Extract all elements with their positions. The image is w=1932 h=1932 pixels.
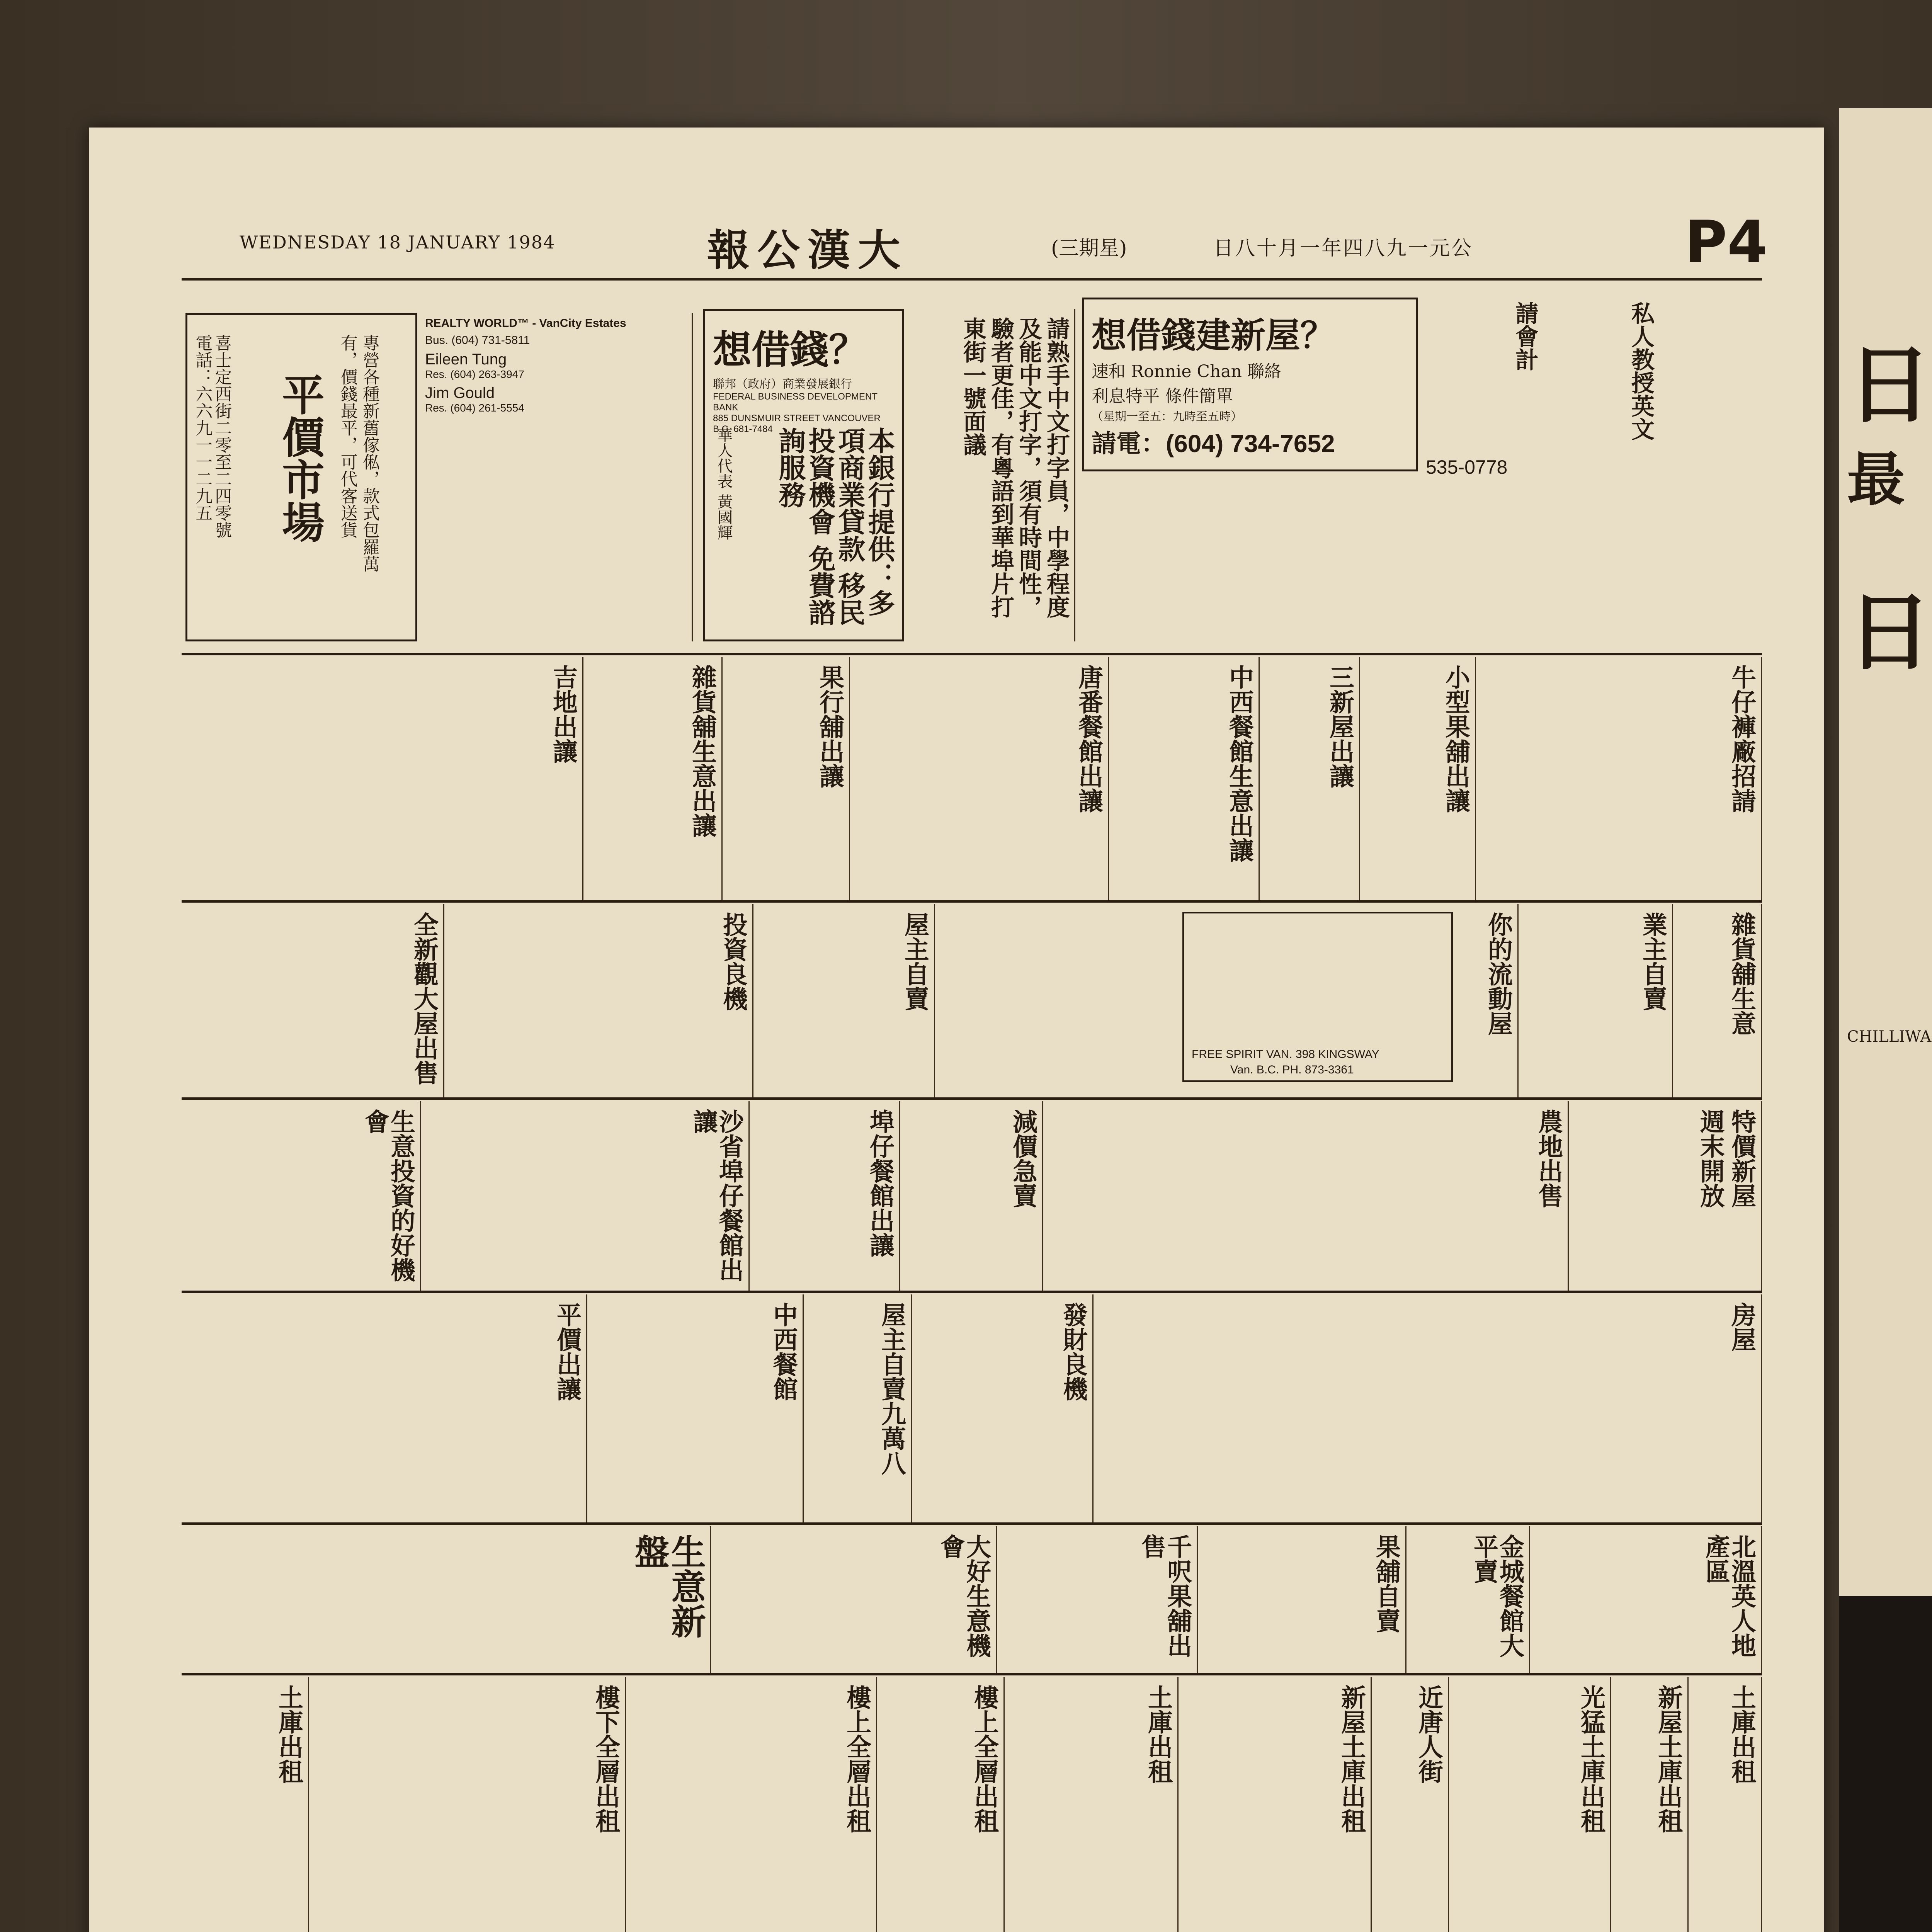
classified-row-4 [182, 1101, 1762, 1291]
classified-row-6 [182, 1526, 1762, 1673]
classified-row-5 [182, 1294, 1762, 1522]
house-loan-title: 想借錢建新屋？ [1092, 315, 1335, 356]
ad-section-cell: 投資良機 [553, 904, 753, 1097]
ad-section-cell: 雜貨舖生意 [1673, 904, 1762, 1097]
realty-agent-1: Eileen Tung [425, 351, 507, 368]
realty-bus-phone: Bus. (604) 731-5811 [425, 334, 530, 347]
ad-section-cell: 吉地出讓 [433, 657, 583, 900]
rental-cell: 新屋土庫出租 [1283, 1677, 1372, 1932]
row-rule-3 [182, 1097, 1762, 1100]
bank-slogan: 本銀行提供：多項商業貸款 移民投資機會 免費諮詢服務 [774, 427, 896, 626]
tutor-ad [1426, 301, 1658, 483]
row-rule-2 [182, 900, 1762, 903]
realty-agent-2-phone: Res. (604) 261-5554 [425, 402, 524, 414]
typist-text: 請熟手中文打字員，中學程度及能中文打字，須有時間性，驗者更佳，有粵語到華埠片打東街一號面議 [959, 317, 1070, 618]
bank-loan-title: 想借錢？ [713, 327, 867, 372]
ad-section-cell: 唐番餐館出讓 [850, 657, 1109, 900]
adjacent-headline: 日 [1847, 335, 1932, 435]
ad-section-cell: 特價新屋 週末開放 [1662, 1101, 1762, 1291]
house-loan-phone: 請電：(604) 734-7652 [1092, 430, 1335, 457]
market-title: 平價市場 [275, 373, 325, 543]
house-loan-terms: 利息特平 條件簡單 [1092, 386, 1233, 406]
row-rule-1 [182, 653, 1762, 655]
ad-section-cell: 全新觀大屋出售 [182, 904, 444, 1097]
classified-row-2 [182, 657, 1762, 900]
ad-section-cell: 減價急賣 [900, 1101, 1043, 1291]
rental-row-1 [182, 1677, 1762, 1932]
rental-cell: 新屋土庫出租 [1611, 1677, 1689, 1932]
rental-cell: 樓上全層出租 [927, 1677, 1005, 1932]
ad-section-cell: 發財良機 [993, 1294, 1094, 1522]
rental-cell: 近唐人街 [1372, 1677, 1449, 1932]
header-date-english: WEDNESDAY 18 JANUARY 1984 [240, 232, 556, 253]
adjacent-dark-ad [1839, 1596, 1932, 1932]
tutor-title: 私人教授英文 [1628, 301, 1655, 440]
adjacent-page [1839, 108, 1932, 1932]
ad-section-cell: 你的流動屋 [1464, 904, 1519, 1097]
ad-section-cell: 金城餐館大平賣 [1445, 1526, 1530, 1673]
ad-section-cell: 農地出售 [1406, 1101, 1569, 1291]
header-rule [182, 278, 1762, 281]
ad-section-cell: 業主自賣 [1519, 904, 1673, 1097]
bank-address: 885 DUNSMUIR STREET VANCOUVER B.C. 681-7484 [713, 413, 881, 434]
free-spirit-ad: FREE SPIRIT VAN. 398 KINGSWAY Van. B.C. PH. 873-3361 [1182, 912, 1453, 1082]
ad-section-cell: 千呎果舖出售 [1082, 1526, 1198, 1673]
header-date-chinese: 日八十月一年四八九一元公 [1213, 237, 1473, 260]
page-number: P4 [1685, 209, 1768, 276]
ad-section-cell: 沙省埠仔餐館出讓 [583, 1101, 750, 1291]
row-rule-6 [182, 1673, 1762, 1675]
adjacent-text-chilli: CHILLIWA [1847, 1028, 1932, 1046]
bank-name-english: FEDERAL BUSINESS DEVELOPMENT BANK [713, 391, 878, 413]
ad-section-cell: 中西餐館 [688, 1294, 804, 1522]
house-loan-contact: 速和 Ronnie Chan 聯絡 [1092, 362, 1281, 381]
adjacent-headline-2: 最 [1847, 446, 1905, 514]
header-weekday: (三期星) [1051, 237, 1127, 260]
tutor-phone: 535-0778 [1426, 456, 1508, 478]
ad-section-cell: 生意新盤 [587, 1526, 711, 1673]
market-ad [185, 313, 417, 641]
ad-section-cell: 果行舖出讓 [723, 657, 850, 900]
rental-cell: 土庫出租 [232, 1677, 309, 1932]
market-phone: 電話：六六九一一二九五 [192, 334, 213, 521]
rental-cell: 土庫出租 [1101, 1677, 1179, 1932]
rental-cell: 土庫出租 [1689, 1677, 1762, 1932]
rental-cell: 光猛土庫出租 [1534, 1677, 1611, 1932]
realty-ad [421, 313, 693, 641]
row-rule-5 [182, 1522, 1762, 1525]
ad-section-cell: 埠仔餐館出讓 [750, 1101, 900, 1291]
ad-section-cell: 屋主自賣 [757, 904, 935, 1097]
bank-rep: 華人代表 黃國輝 [715, 427, 733, 540]
newspaper-masthead: 報公漢大 [707, 225, 908, 275]
ad-section-cell: 三新屋出讓 [1260, 657, 1360, 900]
bank-name: 聯邦（政府）商業發展銀行 [713, 378, 852, 391]
ad-section-cell: 屋主自賣九萬八 [804, 1294, 912, 1522]
ad-section-cell: 房屋 [1654, 1294, 1762, 1522]
realty-agent-2: Jim Gould [425, 384, 495, 401]
bank-loan-ad [703, 309, 904, 641]
classified-row-3 [182, 904, 1762, 1097]
row-rule-4 [182, 1291, 1762, 1293]
house-loan-ad [1082, 298, 1418, 471]
house-loan-hours: （星期一至五：九時至五時） [1092, 410, 1242, 423]
ad-section-cell: 中西餐館生意出讓 [1109, 657, 1260, 900]
ad-section-cell: 生意投資的好機會 [182, 1101, 421, 1291]
ad-section-cell: 小型果舖出讓 [1360, 657, 1476, 900]
typist-ad [912, 309, 1075, 641]
market-body: 專營各種新舊傢俬，款式包羅萬有，價錢最平，可代客送貨 [337, 334, 379, 572]
page-header [240, 209, 1768, 276]
adjacent-headline-3: 日 [1847, 582, 1932, 682]
ad-section-cell: 雜貨舖生意出讓 [583, 657, 723, 900]
ad-section-cell: 北溫英人地產區 [1634, 1526, 1762, 1673]
market-address: 喜士定西街二零至二四零號 [212, 334, 232, 538]
ad-section-cell: 平價出讓 [452, 1294, 587, 1522]
rental-cell: 樓下全層出租 [549, 1677, 626, 1932]
ad-section-cell: 果舖自賣 [1291, 1526, 1406, 1673]
rental-cell: 樓上全層出租 [800, 1677, 877, 1932]
ad-section-cell: 牛仔褲廠招請 [1677, 657, 1762, 900]
realty-agent-1-phone: Res. (604) 263-3947 [425, 368, 524, 380]
accountant-title: 請會計 [1512, 301, 1539, 371]
realty-name: REALTY WORLD™ - VanCity Estates [425, 317, 626, 330]
ad-section-cell: 大好生意機會 [889, 1526, 997, 1673]
